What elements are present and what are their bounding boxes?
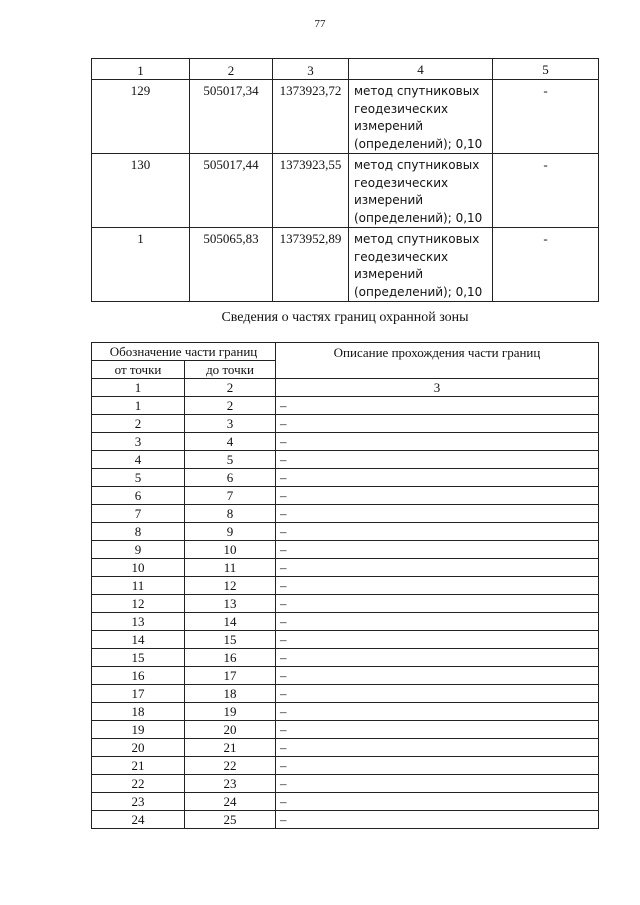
from-point: 14 bbox=[92, 631, 185, 649]
boundary-description: – bbox=[276, 757, 599, 775]
coordinate-row bbox=[92, 154, 599, 228]
boundary-part-row bbox=[92, 739, 599, 757]
method-line: метод спутниковых bbox=[354, 84, 480, 98]
boundary-part-row bbox=[92, 397, 599, 415]
boundary-description: – bbox=[276, 559, 599, 577]
from-point: 24 bbox=[92, 811, 185, 829]
col-number-1: 1 bbox=[92, 379, 185, 397]
to-point: 16 bbox=[185, 649, 276, 667]
measurement-method bbox=[349, 80, 493, 154]
to-point: 18 bbox=[185, 685, 276, 703]
boundary-part-row bbox=[92, 667, 599, 685]
coordinate-y: 1373952,89 bbox=[273, 228, 349, 302]
boundary-description: – bbox=[276, 613, 599, 631]
boundary-part-row bbox=[92, 631, 599, 649]
boundary-part-row bbox=[92, 451, 599, 469]
boundary-part-row bbox=[92, 649, 599, 667]
boundary-part-row bbox=[92, 703, 599, 721]
boundary-part-row bbox=[92, 487, 599, 505]
boundary-description: – bbox=[276, 451, 599, 469]
col-header-3: 3 bbox=[273, 59, 349, 80]
boundary-description: – bbox=[276, 793, 599, 811]
to-point: 15 bbox=[185, 631, 276, 649]
col-header-4: 4 bbox=[349, 59, 493, 80]
point-number: 129 bbox=[92, 80, 190, 154]
boundary-description-header: Описание прохождения части границ bbox=[276, 343, 599, 379]
extra-value: - bbox=[493, 228, 599, 302]
boundary-part-row bbox=[92, 721, 599, 739]
measurement-method bbox=[349, 228, 493, 302]
method-line: геодезических bbox=[354, 249, 449, 264]
from-point: 19 bbox=[92, 721, 185, 739]
to-point: 11 bbox=[185, 559, 276, 577]
boundary-description: – bbox=[276, 541, 599, 559]
from-point: 4 bbox=[92, 451, 185, 469]
to-point: 6 bbox=[185, 469, 276, 487]
boundary-description: – bbox=[276, 775, 599, 793]
parts-column-numbers-row bbox=[92, 379, 599, 397]
boundary-part-row bbox=[92, 775, 599, 793]
from-point: 1 bbox=[92, 397, 185, 415]
to-point: 5 bbox=[185, 451, 276, 469]
boundary-part-row bbox=[92, 433, 599, 451]
from-point: 3 bbox=[92, 433, 185, 451]
to-point: 25 bbox=[185, 811, 276, 829]
boundary-description: – bbox=[276, 667, 599, 685]
to-point: 22 bbox=[185, 757, 276, 775]
from-point: 21 bbox=[92, 757, 185, 775]
to-point: 14 bbox=[185, 613, 276, 631]
boundary-part-row bbox=[92, 613, 599, 631]
to-point: 23 bbox=[185, 775, 276, 793]
from-point: 11 bbox=[92, 577, 185, 595]
boundary-part-row bbox=[92, 469, 599, 487]
to-point: 12 bbox=[185, 577, 276, 595]
boundary-description: – bbox=[276, 505, 599, 523]
from-point: 17 bbox=[92, 685, 185, 703]
boundary-part-row bbox=[92, 523, 599, 541]
to-point: 19 bbox=[185, 703, 276, 721]
from-point: 7 bbox=[92, 505, 185, 523]
measurement-method bbox=[349, 154, 493, 228]
coordinates-header-row bbox=[92, 59, 599, 80]
boundary-part-row bbox=[92, 415, 599, 433]
boundary-part-row bbox=[92, 793, 599, 811]
section-title: Сведения о частях границ охранной зоны bbox=[221, 310, 469, 325]
boundary-description: – bbox=[276, 469, 599, 487]
to-point: 10 bbox=[185, 541, 276, 559]
boundary-description: – bbox=[276, 487, 599, 505]
from-point: 23 bbox=[92, 793, 185, 811]
method-line: геодезических bbox=[354, 175, 449, 190]
coordinate-x: 505017,34 bbox=[190, 80, 273, 154]
from-point: 5 bbox=[92, 469, 185, 487]
page-number: 77 bbox=[314, 18, 326, 30]
method-line: (определений); 0,10 bbox=[354, 136, 483, 151]
coordinate-y: 1373923,55 bbox=[273, 154, 349, 228]
to-point: 7 bbox=[185, 487, 276, 505]
coordinates-table bbox=[91, 58, 599, 302]
from-point: 9 bbox=[92, 541, 185, 559]
to-point: 17 bbox=[185, 667, 276, 685]
method-line: (определений); 0,10 bbox=[354, 284, 483, 299]
col-number-2: 2 bbox=[185, 379, 276, 397]
boundary-part-designation-header: Обозначение части границ bbox=[92, 343, 276, 361]
boundary-part-row bbox=[92, 595, 599, 613]
boundary-parts-table bbox=[91, 342, 599, 829]
boundary-description: – bbox=[276, 631, 599, 649]
to-point: 3 bbox=[185, 415, 276, 433]
boundary-part-row bbox=[92, 505, 599, 523]
boundary-description: – bbox=[276, 577, 599, 595]
coordinate-y: 1373923,72 bbox=[273, 80, 349, 154]
method-line: метод спутниковых bbox=[354, 232, 480, 246]
from-point: 8 bbox=[92, 523, 185, 541]
boundary-part-row bbox=[92, 811, 599, 829]
point-number: 1 bbox=[92, 228, 190, 302]
coordinate-row bbox=[92, 228, 599, 302]
boundary-description: – bbox=[276, 739, 599, 757]
from-point: 16 bbox=[92, 667, 185, 685]
method-line: геодезических bbox=[354, 101, 449, 116]
to-point: 13 bbox=[185, 595, 276, 613]
to-point: 9 bbox=[185, 523, 276, 541]
boundary-part-row bbox=[92, 577, 599, 595]
to-point: 2 bbox=[185, 397, 276, 415]
method-line: измерений bbox=[354, 267, 424, 281]
from-point: 20 bbox=[92, 739, 185, 757]
from-point: 22 bbox=[92, 775, 185, 793]
extra-value: - bbox=[493, 154, 599, 228]
method-line: измерений bbox=[354, 119, 424, 133]
to-point: 4 bbox=[185, 433, 276, 451]
from-point: 18 bbox=[92, 703, 185, 721]
boundary-part-row bbox=[92, 541, 599, 559]
col-number-3: 3 bbox=[276, 379, 599, 397]
from-point: 13 bbox=[92, 613, 185, 631]
boundary-description: – bbox=[276, 523, 599, 541]
from-point: 10 bbox=[92, 559, 185, 577]
boundary-description: – bbox=[276, 721, 599, 739]
to-point: 21 bbox=[185, 739, 276, 757]
from-point: 6 bbox=[92, 487, 185, 505]
from-point-header: от точки bbox=[92, 361, 185, 379]
point-number: 130 bbox=[92, 154, 190, 228]
boundary-part-row bbox=[92, 757, 599, 775]
method-line: (определений); 0,10 bbox=[354, 210, 483, 225]
col-header-5: 5 bbox=[493, 59, 599, 80]
col-header-2: 2 bbox=[190, 59, 273, 80]
from-point: 15 bbox=[92, 649, 185, 667]
from-point: 12 bbox=[92, 595, 185, 613]
boundary-description: – bbox=[276, 595, 599, 613]
to-point: 24 bbox=[185, 793, 276, 811]
boundary-description: – bbox=[276, 649, 599, 667]
col-header-1: 1 bbox=[92, 59, 190, 80]
to-point-header: до точки bbox=[185, 361, 276, 379]
coordinate-x: 505017,44 bbox=[190, 154, 273, 228]
method-line: измерений bbox=[354, 193, 424, 207]
method-line: метод спутниковых bbox=[354, 158, 480, 172]
to-point: 8 bbox=[185, 505, 276, 523]
from-point: 2 bbox=[92, 415, 185, 433]
boundary-description: – bbox=[276, 415, 599, 433]
boundary-description: – bbox=[276, 703, 599, 721]
extra-value: - bbox=[493, 80, 599, 154]
boundary-description: – bbox=[276, 397, 599, 415]
parts-header-row-1 bbox=[92, 343, 599, 361]
boundary-part-row bbox=[92, 685, 599, 703]
boundary-description: – bbox=[276, 433, 599, 451]
to-point: 20 bbox=[185, 721, 276, 739]
boundary-description: – bbox=[276, 685, 599, 703]
coordinate-row bbox=[92, 80, 599, 154]
coordinate-x: 505065,83 bbox=[190, 228, 273, 302]
boundary-part-row bbox=[92, 559, 599, 577]
boundary-description: – bbox=[276, 811, 599, 829]
